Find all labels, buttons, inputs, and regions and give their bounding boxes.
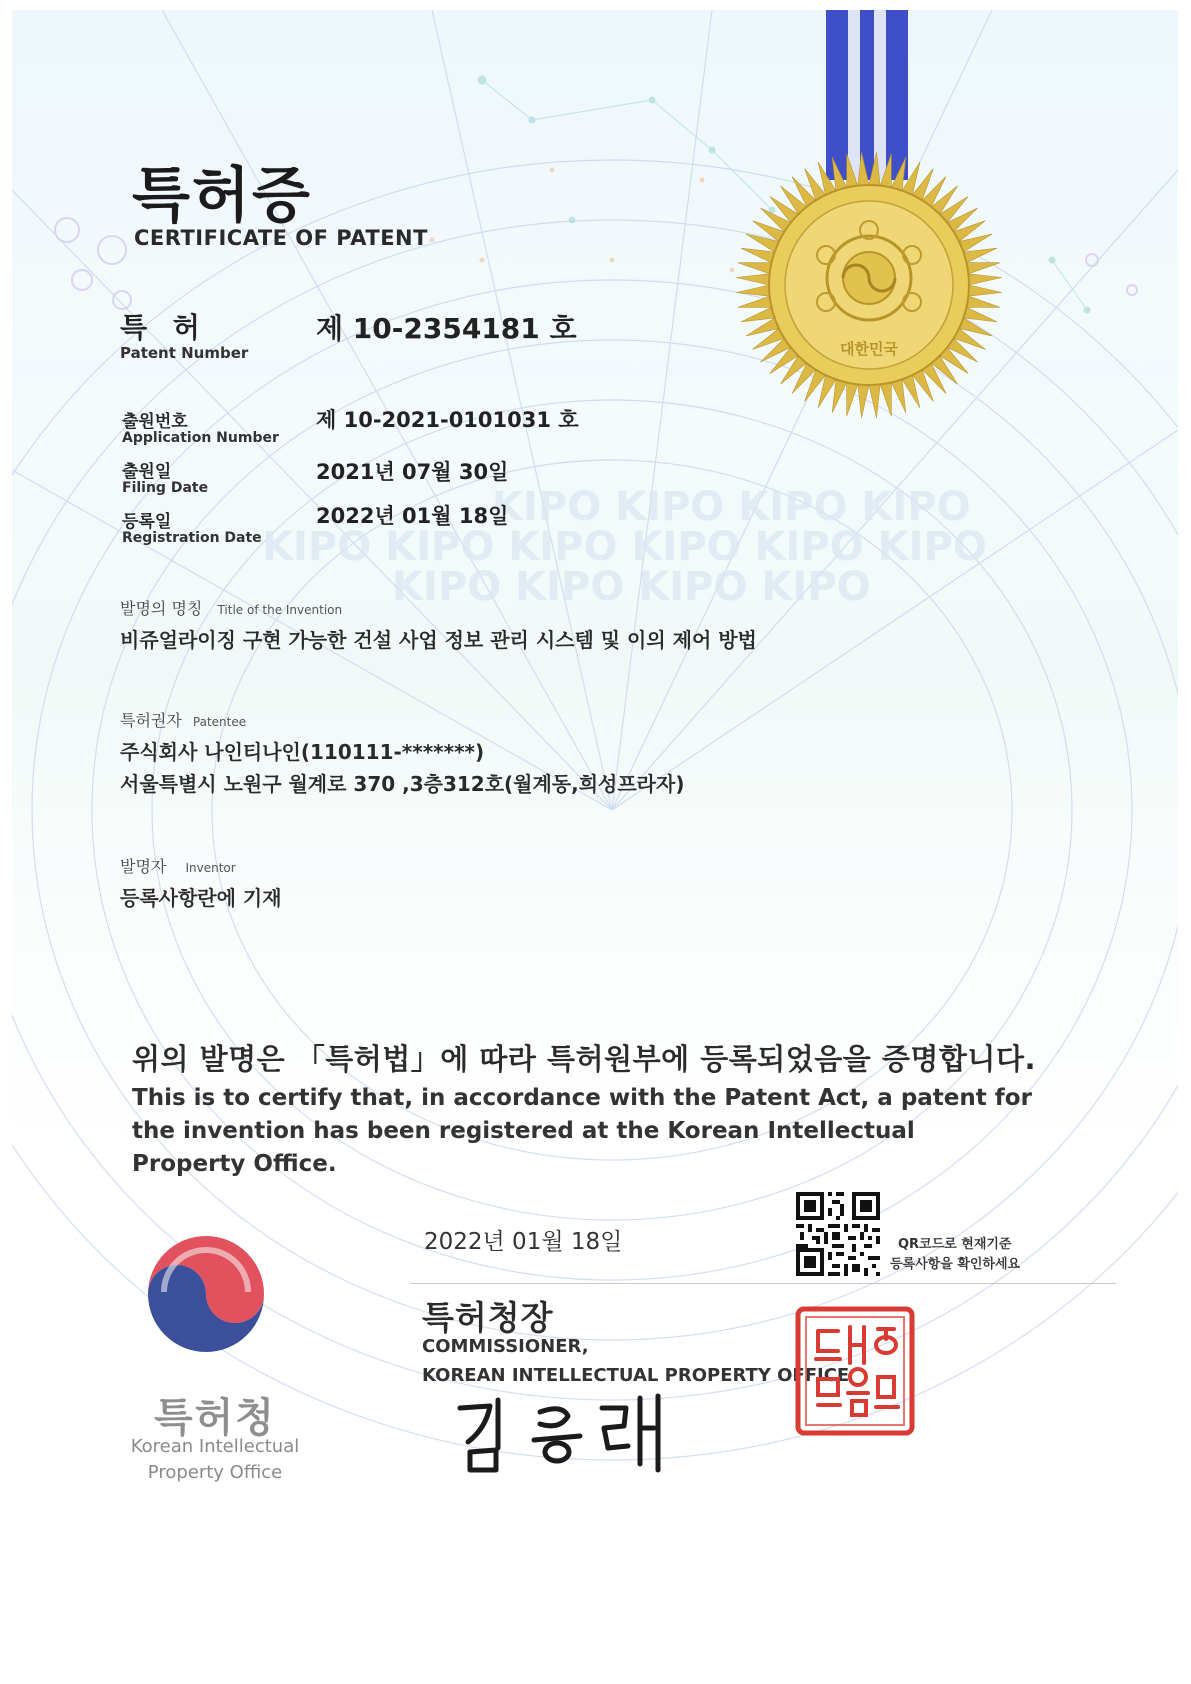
patentee-label-ko: 특허권자 — [120, 711, 182, 730]
filing-date-label-ko: 출원일 — [122, 462, 172, 482]
kipo-taeguk-logo — [136, 1224, 276, 1364]
patentee-section-label — [120, 708, 246, 731]
inventor-label-en: Inventor — [185, 861, 236, 875]
issue-date: 2022년 01월 18일 — [424, 1229, 623, 1255]
inventor-value: 등록사항란에 기재 — [120, 886, 282, 910]
inventor-label-ko: 발명자 — [120, 857, 167, 876]
medal-emblem-text: 대한민국 — [840, 340, 898, 358]
kipo-name-en-line1: Korean Intellectual — [130, 1436, 300, 1457]
official-seal-stamp — [794, 1305, 916, 1437]
qr-note-line2: 등록사항을 확인하세요 — [890, 1257, 1021, 1272]
divider-line — [410, 1283, 1116, 1284]
application-number-label-ko: 출원번호 — [122, 412, 188, 432]
statement-ko: 위의 발명은 「특허법」에 따라 특허원부에 등록되었음을 증명합니다. — [132, 1042, 1036, 1076]
patentee-address: 서울특별시 노원구 월계로 370 ,3층312호(월계동,희성프라자) — [120, 772, 685, 796]
commissioner-title-en-line2: KOREAN INTELLECTUAL PROPERTY OFFICE — [422, 1365, 850, 1386]
stamp-text: 특허청장인 — [855, 1305, 860, 1306]
verification-qr-code[interactable] — [796, 1192, 880, 1276]
invention-section-label — [120, 596, 342, 619]
filing-date-label-en: Filing Date — [122, 480, 209, 496]
kipo-name-ko: 특허청 — [154, 1395, 276, 1441]
certificate-title-en: CERTIFICATE OF PATENT — [134, 226, 428, 250]
qr-note-line1: QR코드로 현재기준 — [898, 1237, 1012, 1252]
certificate-paper — [12, 10, 1178, 1672]
patent-number-label-ko: 특 허 — [120, 311, 208, 344]
gold-medal-seal — [734, 150, 1004, 420]
svg-text:KIPO KIPO KIPO KIPO KIPO KIPO: KIPO KIPO KIPO KIPO KIPO KIPO — [262, 524, 987, 570]
invention-label-en: Title of the Invention — [217, 603, 343, 617]
registration-date-value: 2022년 01월 18일 — [316, 504, 509, 528]
commissioner-title-en-line1: COMMISSIONER, — [422, 1336, 589, 1357]
commissioner-signature — [442, 1390, 672, 1480]
patentee-name: 주식회사 나인티나인(110111-*******) — [120, 740, 485, 764]
kipo-name-en-line2: Property Office — [147, 1462, 283, 1483]
commissioner-title-ko: 특허청장 — [422, 1298, 554, 1337]
svg-text:KIPO KIPO KIPO KIPO: KIPO KIPO KIPO KIPO — [492, 484, 971, 530]
patentee-label-en: Patentee — [192, 715, 247, 729]
filing-date-value: 2021년 07월 30일 — [316, 460, 509, 484]
application-number-label-en: Application Number — [122, 430, 279, 446]
patent-number-value: 제 10-2354181 호 — [316, 312, 577, 345]
invention-label-ko: 발명의 명칭 — [120, 599, 203, 618]
registration-date-label-ko: 등록일 — [122, 512, 172, 532]
registration-date-label-en: Registration Date — [122, 530, 262, 546]
patent-number-label-en: Patent Number — [120, 344, 249, 362]
invention-title: 비쥬얼라이징 구현 가능한 건설 사업 정보 관리 시스템 및 이의 제어 방법 — [120, 628, 757, 652]
svg-text:KIPO KIPO KIPO KIPO: KIPO KIPO KIPO KIPO — [392, 564, 871, 610]
certificate-title-ko: 특허증 — [132, 161, 312, 231]
application-number-value: 제 10-2021-0101031 호 — [316, 408, 579, 432]
inventor-section-label — [120, 854, 236, 877]
statement-en: This is to certify that, in accordance with the Patent Act, a patent for the invention has been registered at the Korean Intellectual Property Office. — [132, 1085, 1032, 1177]
